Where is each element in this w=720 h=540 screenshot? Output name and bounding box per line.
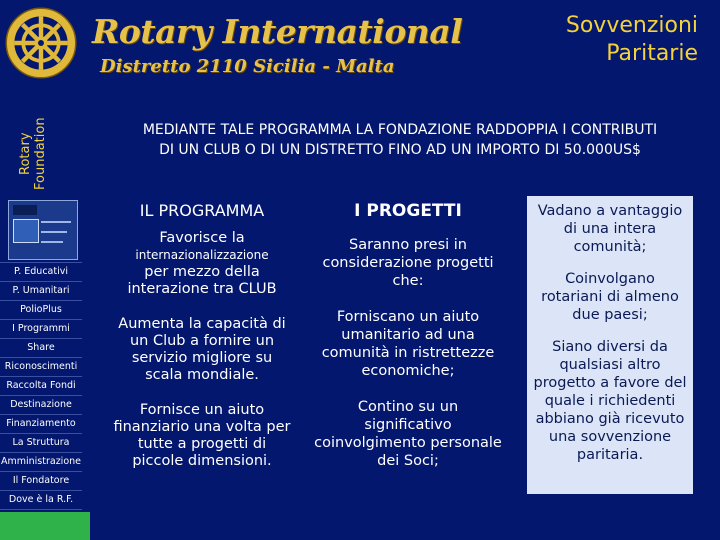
criteri-panel: [527, 196, 693, 494]
rotary-logo: [92, 12, 463, 82]
sidebar-item-finanziamento[interactable]: Finanziamento: [0, 414, 82, 432]
sidebar-item-educativi[interactable]: P. Educativi: [0, 262, 82, 280]
sidebar-nav: [0, 262, 82, 528]
logo-main-text: Rotary International: [92, 12, 463, 51]
intro-text: MEDIANTE TALE PROGRAMMA LA FONDAZIONE RADDOPPIA I CONTRIBUTI DI UN CLUB O DI UN DISTRETTO FINO AD UN IMPORTO DI 50.000US$: [142, 122, 658, 158]
programma-point-1c: per mezzo della interazione tra CLUB: [127, 264, 277, 297]
rotary-wheel-icon: [4, 6, 78, 80]
criteri-point-3: Siano diversi da qualsiasi altro progetto a favore del quale i richiedenti abbiano già ricevuto una sovvenzione paritaria.: [533, 339, 687, 463]
programma-point-1b: internazionalizzazione: [135, 248, 269, 262]
foundation-label-line1: Rotary: [18, 132, 33, 175]
programma-point-2: Aumenta la capacità di un Club a fornire un servizio migliore su scala mondiale.: [118, 316, 286, 383]
sidebar-item-struttura[interactable]: La Struttura: [0, 433, 82, 451]
programma-column: [112, 200, 292, 488]
progetti-point-2: Forniscano un aiuto umanitario ad una comunità in ristrettezze economiche;: [321, 309, 495, 379]
programma-point-3: Fornisce un aiuto finanziario una volta per tutte a progetti di piccole dimensioni.: [113, 402, 291, 469]
sidebar-item-amministrazione[interactable]: Amministrazione: [0, 452, 82, 470]
sidebar-item-share[interactable]: Share: [0, 338, 82, 356]
green-accent-bar: [0, 512, 90, 540]
foundation-vertical-label: [18, 117, 48, 190]
progetti-heading: I PROGETTI: [354, 201, 462, 221]
programma-heading: IL PROGRAMMA: [139, 201, 265, 220]
programma-point-1: [112, 230, 292, 298]
left-sidebar: [0, 0, 82, 540]
sidebar-item-programmi[interactable]: I Programmi: [0, 319, 82, 337]
criteri-point-2: Coinvolgano rotariani di almeno due paesi;: [541, 271, 679, 323]
title-line2: Paritarie: [606, 41, 698, 66]
sidebar-item-destinazione[interactable]: Destinazione: [0, 395, 82, 413]
sidebar-item-polioplus[interactable]: PolioPlus: [0, 300, 82, 318]
publication-thumbnail: [8, 200, 78, 260]
title-line1: Sovvenzioni: [565, 13, 698, 38]
page-title: [566, 12, 698, 68]
sidebar-item-riconoscimenti[interactable]: Riconoscimenti: [0, 357, 82, 375]
progetti-column: [314, 200, 502, 488]
foundation-label-line2: Foundation: [33, 117, 48, 190]
sidebar-item-dove[interactable]: Dove è la R.F.: [0, 490, 82, 508]
sidebar-item-fondatore[interactable]: Il Fondatore: [0, 471, 82, 489]
sidebar-item-raccolta-fondi[interactable]: Raccolta Fondi: [0, 376, 82, 394]
programma-point-1a: Favorisce la: [159, 230, 245, 246]
logo-sub-text: Distretto 2110 Sicilia - Malta: [100, 56, 395, 77]
criteri-point-1: Vadano a vantaggio di una intera comunità;: [537, 203, 683, 255]
sidebar-item-umanitari[interactable]: P. Umanitari: [0, 281, 82, 299]
progetti-point-3: Contino su un significativo coinvolgimento personale dei Soci;: [314, 399, 502, 469]
progetti-point-1: Saranno presi in considerazione progetti che:: [322, 237, 494, 289]
